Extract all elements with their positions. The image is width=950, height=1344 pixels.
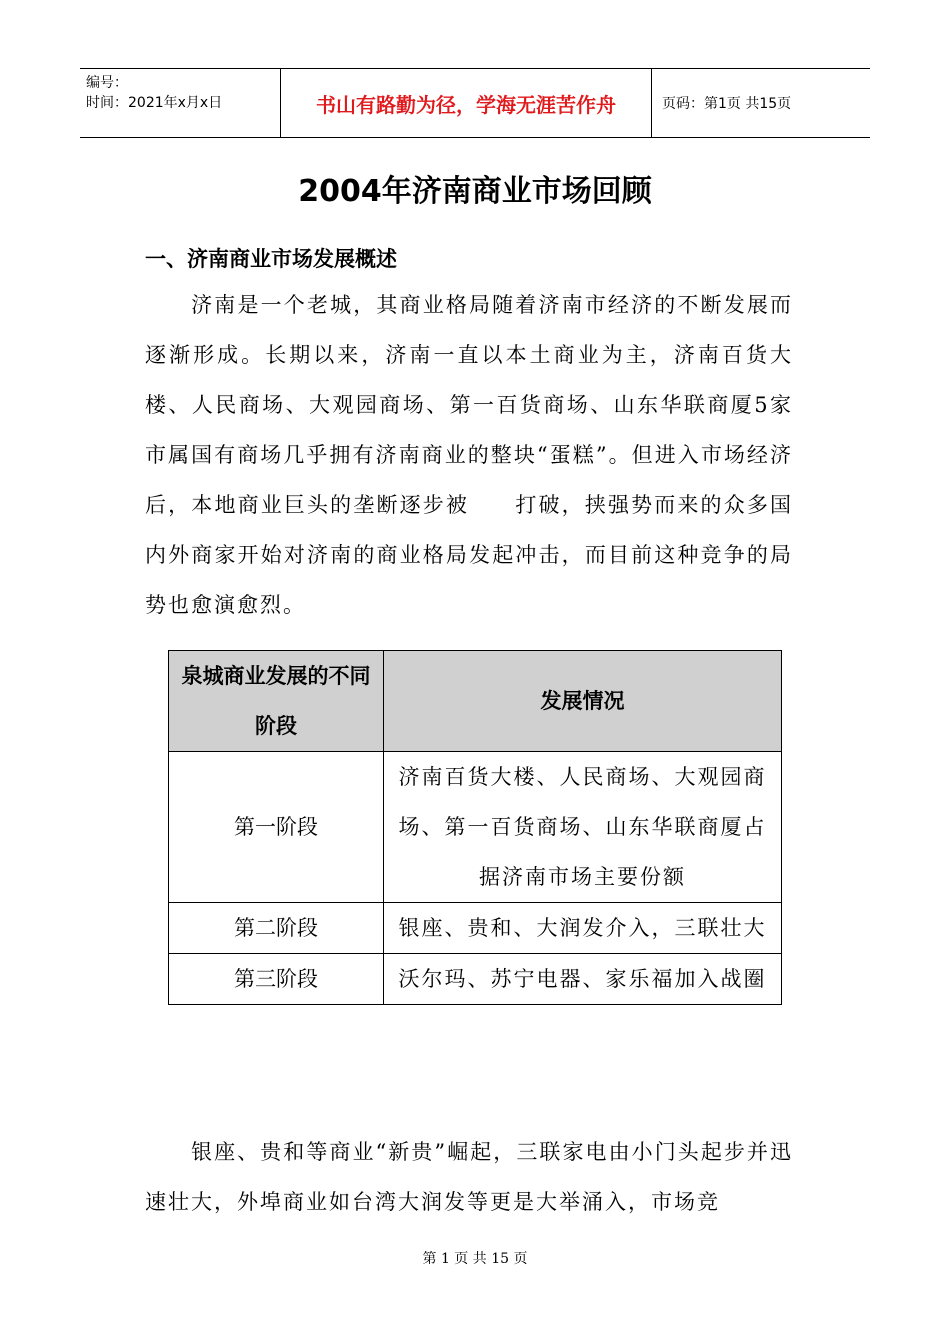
header-meta — [80, 69, 280, 137]
table-row — [169, 752, 782, 903]
table-row — [169, 954, 782, 1005]
body-paragraph-2 — [145, 1127, 793, 1227]
table-cell-stage: 第二阶段 — [169, 903, 384, 954]
table-header-row — [169, 651, 782, 752]
header-motto: 书山有路勤为径，学海无涯苦作舟 — [316, 92, 616, 117]
body-paragraph-2-text: 银座、贵和等商业“新贵”崛起，三联家电由小门头起步并迅速壮大，外埠商业如台湾大润发等更是大举涌入，市场竞 — [145, 1140, 793, 1214]
table-row — [169, 903, 782, 954]
header-page-info: 页码：第1页 共15页 — [662, 96, 792, 112]
body-paragraph-1-text: 济南是一个老城，其商业格局随着济南市经济的不断发展而逐渐形成。长期以来，济南一直以本土商业为主，济南百货大楼、人民商场、大观园商场、第一百货商场、山东华联商厦5家市属国有商场几乎拥有济南商业的整块“蛋糕”。但进入市场经济后，本地商业巨头的垄断逐步被 打破，挟强势而来的众多国内外商家开始对济南的商业格局发起冲击，而目前这种竞争的局势也愈演愈烈。 — [145, 293, 793, 617]
page-header — [80, 68, 870, 138]
document-date-label: 时间：2021年x月x日 — [86, 95, 223, 111]
document-number-label: 编号： — [86, 75, 128, 91]
table-cell-stage: 第一阶段 — [169, 752, 384, 903]
development-stages-table — [168, 650, 782, 1005]
table-cell-desc: 银座、贵和、大润发介入，三联壮大 — [384, 903, 782, 954]
table-header-stage: 泉城商业发展的不同阶段 — [169, 651, 384, 752]
page-footer: 第 1 页 共 15 页 — [422, 1251, 528, 1267]
body-paragraph-1 — [145, 280, 793, 630]
table-header-status: 发展情况 — [384, 651, 782, 752]
table-cell-desc: 济南百货大楼、人民商场、大观园商场、第一百货商场、山东华联商厦占据济南市场主要份额 — [384, 752, 782, 903]
table-cell-stage: 第三阶段 — [169, 954, 384, 1005]
document-title: 2004年济南商业市场回顾 — [298, 174, 652, 209]
table-cell-desc: 沃尔玛、苏宁电器、家乐福加入战圈 — [384, 954, 782, 1005]
header-motto-cell — [280, 69, 652, 137]
section-heading: 一、济南商业市场发展概述 — [145, 247, 397, 271]
